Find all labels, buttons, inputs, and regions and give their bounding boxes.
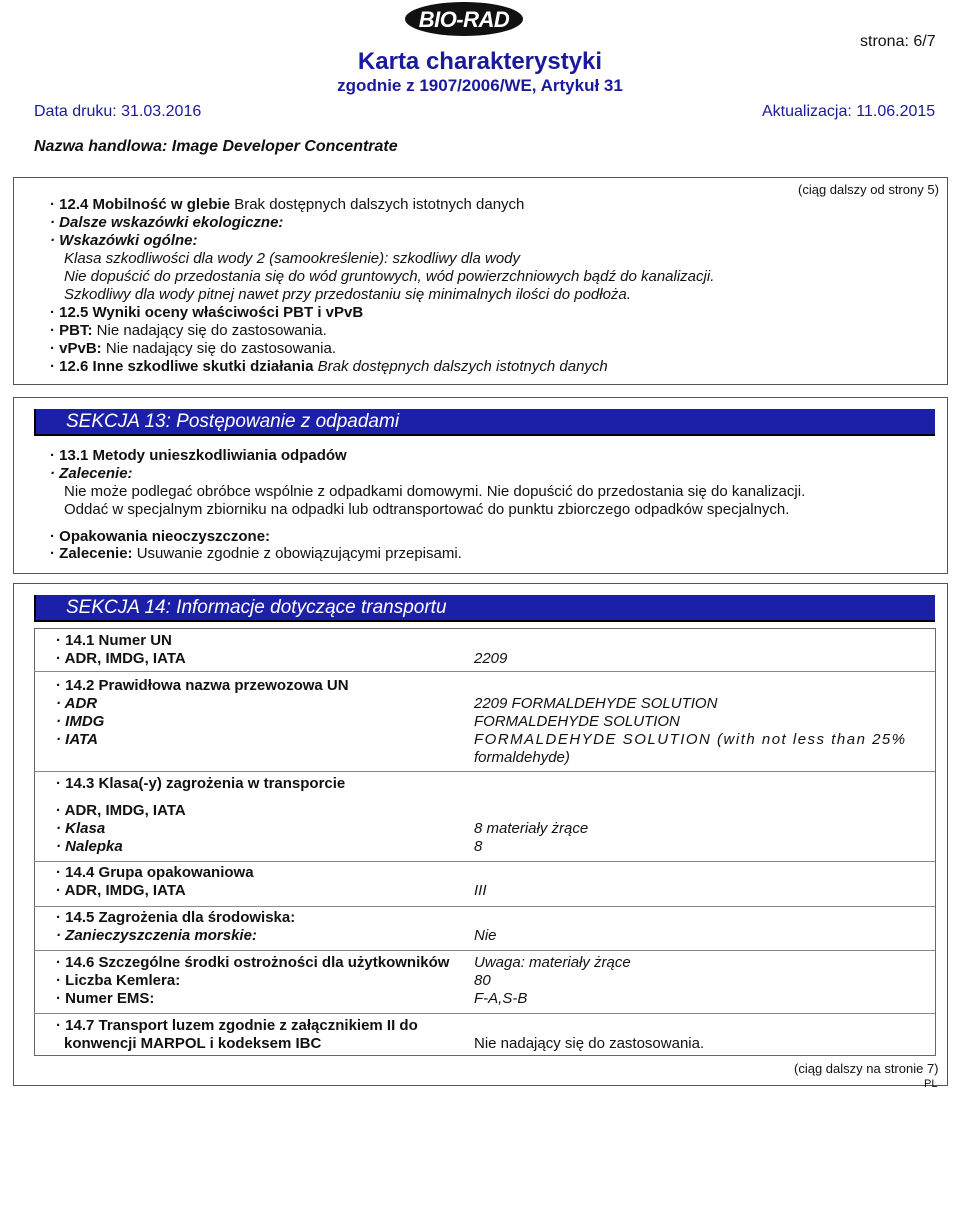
iata-value: FORMALDEHYDE SOLUTION (with not less than 25%: [474, 731, 907, 748]
hazard-class-heading: · 14.3 Klasa(-y) zagrożenia w transporcie: [56, 775, 346, 792]
recommendation-label: · Zalecenie:: [50, 465, 133, 482]
groundwater-line: Nie dopuścić do przedostania się do wód gruntowych, wód powierzchniowych bądź do kanalizacji.: [64, 268, 715, 285]
adr-label: · ADR: [56, 695, 98, 712]
pbt-row: · PBT: Nie nadający się do zastosowania.: [50, 322, 327, 339]
packaging-recommendation-row: · Zalecenie: Usuwanie zgodnie z obowiązującymi przepisami.: [50, 545, 462, 562]
document-subtitle: zgodnie z 1907/2006/WE, Artykuł 31: [337, 76, 623, 95]
shipping-name-heading: · 14.2 Prawidłowa nazwa przewozowa UN: [56, 677, 349, 694]
kemler-label: · Liczba Kemlera:: [56, 972, 181, 989]
document-title: Karta charakterystyki: [357, 48, 603, 75]
marine-pollutant-value: Nie: [474, 927, 497, 944]
mobility-row: · 12.4 Mobilność w glebie Brak dostępnych dalszych istotnych danych: [50, 196, 525, 213]
continued-from: (ciąg dalszy od strony 5): [798, 182, 939, 197]
nalepka-label: · Nalepka: [56, 838, 123, 855]
bulk-transport-value: Nie nadający się do zastosowania.: [474, 1035, 705, 1052]
print-date: Data druku: 31.03.2016: [34, 103, 202, 120]
recommendation-line-1: Nie może podlegać obróbce wspólnie z odpadkami domowymi. Nie dopuścić do przedostania się do kanalizacji.: [64, 483, 806, 500]
eco-label: · Dalsze wskazówki ekologiczne:: [50, 214, 284, 231]
packing-group-label: · ADR, IMDG, IATA: [56, 882, 186, 899]
page-number: strona: 6/7: [860, 33, 936, 50]
nalepka-value: 8: [474, 838, 483, 855]
hazard-class-modes: · ADR, IMDG, IATA: [56, 802, 186, 819]
un-number-heading: · 14.1 Numer UN: [56, 632, 172, 649]
update-date: Aktualizacja: 11.06.2015: [762, 103, 936, 120]
special-precautions-label: · 14.6 Szczególne środki ostrożności dla użytkowników: [56, 954, 450, 971]
disposal-heading: · 13.1 Metody unieszkodliwiania odpadów: [50, 447, 347, 464]
section-14-title: SEKCJA 14: Informacje dotyczące transportu: [36, 595, 935, 620]
recommendation-line-2: Oddać w specjalnym zbiorniku na odpadki lub odtransportować do punktu zbiorczego odpadków specjalnych.: [64, 501, 790, 518]
language-code: PL: [924, 1078, 938, 1090]
iata-label: · IATA: [56, 731, 98, 748]
drinking-water-line: Szkodliwy dla wody pitnej nawet przy przedostaniu się minimalnych ilości do podłoża.: [64, 286, 631, 303]
bulk-transport-label-1: · 14.7 Transport luzem zgodnie z załącznikiem II do: [56, 1017, 418, 1034]
imdg-value: FORMALDEHYDE SOLUTION: [474, 713, 680, 730]
iata-value-continued: formaldehyde): [474, 749, 570, 766]
ems-value: F-A,S-B: [474, 990, 528, 1007]
packing-group-value: III: [474, 882, 487, 899]
un-number-label: · ADR, IMDG, IATA: [56, 650, 186, 667]
water-hazard-line: Klasa szkodliwości dla wody 2 (samookreślenie): szkodliwy dla wody: [64, 250, 521, 267]
bio-rad-logo: BIO-RAD: [405, 2, 523, 36]
adr-value: 2209 FORMALDEHYDE SOLUTION: [474, 695, 718, 712]
section-13-title: SEKCJA 13: Postępowanie z odpadami: [36, 409, 935, 434]
kemler-value: 80: [474, 972, 491, 989]
special-precautions-value: Uwaga: materiały żrące: [474, 954, 631, 971]
row-divider: [34, 906, 935, 907]
pbt-heading: · 12.5 Wyniki oceny właściwości PBT i vPvB: [50, 304, 364, 321]
klasa-label: · Klasa: [56, 820, 106, 837]
klasa-value: 8 materiały żrące: [474, 820, 589, 837]
row-divider: [34, 950, 935, 951]
uncleaned-packaging-label: · Opakowania nieoczyszczone:: [50, 528, 271, 545]
imdg-label: · IMDG: [56, 713, 105, 730]
marine-pollutant-label: · Zanieczyszczenia morskie:: [56, 927, 257, 944]
row-divider: [34, 1013, 935, 1014]
general-label: · Wskazówki ogólne:: [50, 232, 198, 249]
environment-heading: · 14.5 Zagrożenia dla środowiska:: [56, 909, 296, 926]
un-number-value: 2209: [474, 650, 508, 667]
other-effects-row: · 12.6 Inne szkodliwe skutki działania Brak dostępnych dalszych istotnych danych: [50, 358, 608, 375]
ems-label: · Numer EMS:: [56, 990, 155, 1007]
trade-name: Nazwa handlowa: Image Developer Concentrate: [34, 138, 398, 155]
bulk-transport-label-2: konwencji MARPOL i kodeksem IBC: [64, 1035, 322, 1052]
row-divider: [34, 671, 935, 672]
row-divider: [34, 771, 935, 772]
packing-group-heading: · 14.4 Grupa opakowaniowa: [56, 864, 254, 881]
vpvb-row: · vPvB: Nie nadający się do zastosowania.: [50, 340, 336, 357]
row-divider: [34, 861, 935, 862]
continued-to: (ciąg dalszy na stronie 7): [794, 1061, 939, 1076]
